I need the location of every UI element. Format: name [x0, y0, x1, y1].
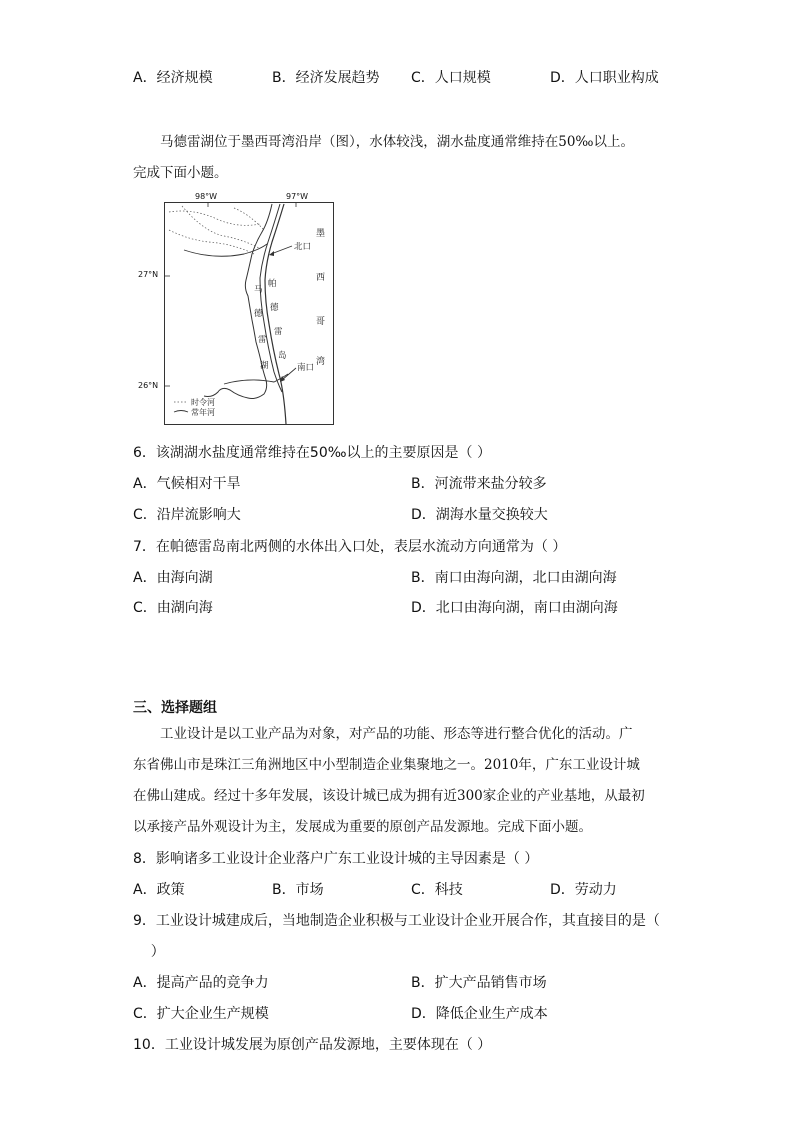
- section3-line1: 工业设计是以工业产品为对象，对产品的功能、形态等进行整合优化的活动。广: [160, 726, 633, 742]
- q5-option-c: C．人口规模: [411, 70, 491, 86]
- q9-option-a: A．提高产品的竞争力: [133, 975, 269, 991]
- label-gulf-3: 哥: [316, 317, 326, 327]
- q6-option-a: A．气候相对干旱: [133, 476, 241, 492]
- q10-stem: 10．工业设计城发展为原创产品发源地，主要体现在（ ）: [133, 1037, 492, 1053]
- q6-option-c: C．沿岸流影响大: [133, 507, 241, 523]
- passage1-line2: 完成下面小题。: [133, 165, 228, 181]
- label-lake-4: 湖: [260, 361, 269, 371]
- label-south-inlet: 南口: [297, 363, 315, 373]
- q9-option-b: B．扩大产品销售市场: [411, 975, 547, 991]
- section3-title: 三、选择题组: [133, 700, 217, 716]
- label-lake-2: 德: [254, 309, 263, 319]
- section3-line4: 以承接产品外观设计为主，发展成为重要的原创产品发源地。完成下面小题。: [133, 819, 592, 835]
- q7-option-b: B．南口由海向湖，北口由湖向海: [411, 570, 617, 586]
- label-island-1: 帕: [268, 279, 277, 289]
- q5-option-b: B．经济发展趋势: [272, 70, 380, 86]
- q7-stem: 7．在帕德雷岛南北两侧的水体出入口处，表层水流动方向通常为（ ）: [133, 539, 567, 555]
- q8-option-c: C．科技: [411, 882, 463, 898]
- label-gulf-1: 墨: [316, 229, 326, 239]
- madre-lagoon-map: [164, 202, 334, 425]
- q8-option-d: D．劳动力: [550, 882, 617, 898]
- q9-stem-line1: 9．工业设计城建成后，当地制造企业积极与工业设计企业开展合作，其直接目的是（: [133, 913, 660, 929]
- q6-stem: 6．该湖湖水盐度通常维持在50‰以上的主要原因是（ ）: [133, 445, 491, 461]
- q9-option-d: D．降低企业生产成本: [411, 1006, 548, 1022]
- q8-option-a: A．政策: [133, 882, 185, 898]
- q5-option-a: A．经济规模: [133, 70, 213, 86]
- label-lon-97: 97°W: [286, 192, 309, 201]
- q9-option-c: C．扩大企业生产规模: [133, 1006, 269, 1022]
- label-lat-26: 26°N: [138, 381, 159, 390]
- q6-option-b: B．河流带来盐分较多: [411, 476, 547, 492]
- q7-option-a: A．由海向湖: [133, 570, 213, 586]
- q8-stem: 8．影响诸多工业设计企业落户广东工业设计城的主导因素是（ ）: [133, 851, 539, 867]
- label-island-2: 德: [270, 303, 279, 313]
- label-island-4: 岛: [278, 351, 287, 361]
- label-lon-98: 98°W: [195, 192, 218, 201]
- q9-stem-line2: ）: [133, 944, 165, 960]
- passage1-line1: 马德雷湖位于墨西哥湾沿岸（图），水体较浅，湖水盐度通常维持在50‰以上。: [160, 134, 635, 150]
- label-island-3: 雷: [274, 327, 283, 337]
- label-lake-3: 雷: [258, 335, 267, 345]
- legend-perennial-river: 常年河: [191, 408, 215, 417]
- q6-option-d: D．湖海水量交换较大: [411, 507, 548, 523]
- q7-option-c: C．由湖向海: [133, 600, 213, 616]
- label-gulf-4: 湾: [316, 357, 326, 367]
- q7-option-d: D．北口由海向湖，南口由湖向海: [411, 600, 618, 616]
- section3-line2: 东省佛山市是珠江三角洲地区中小型制造企业集聚地之一。2010年，广东工业设计城: [133, 757, 640, 773]
- label-gulf-2: 西: [316, 273, 326, 283]
- label-lake-1: 马: [254, 285, 263, 295]
- legend-seasonal-river: 时令河: [191, 398, 215, 407]
- section3-line3: 在佛山建成。经过十多年发展，该设计城已成为拥有近300家企业的产业基地，从最初: [133, 788, 645, 804]
- q8-option-b: B．市场: [272, 882, 324, 898]
- label-north-inlet: 北口: [294, 242, 312, 252]
- q5-option-d: D．人口职业构成: [550, 70, 659, 86]
- label-lat-27: 27°N: [138, 270, 159, 279]
